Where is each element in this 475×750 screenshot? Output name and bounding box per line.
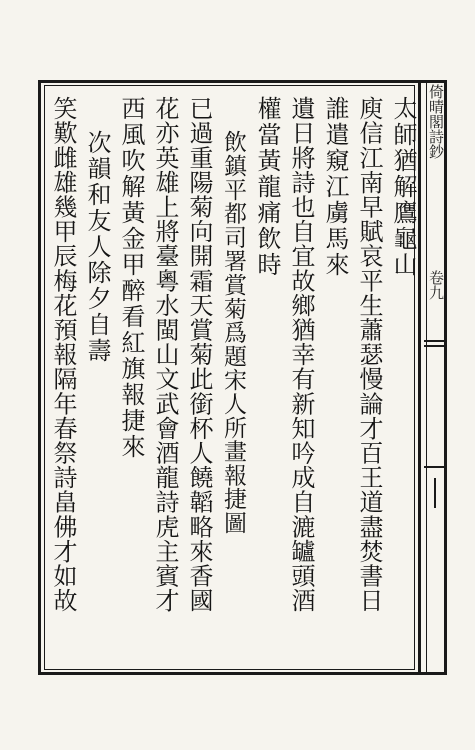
text-column: 笑歎雌雄幾甲辰梅花預報隔年春祭詩畠佛才如故 [49,96,77,613]
volume-label: 卷九 [427,270,445,300]
book-title: 倚晴閣詩鈔 [427,84,445,159]
fishtail-lower-mark [424,466,446,506]
margin-strip-line [426,80,427,675]
text-column: 庾信江南早賦哀平生蕭瑟慢論才百王道盡焚書日 [355,96,383,613]
fishtail-mark [424,340,446,347]
text-column: 西風吹解黃金甲醉看紅旗報捷來 [117,96,145,460]
poem-title: 次韻和友人除夕自壽 [83,130,111,364]
text-column: 誰遣窺江虜馬來 [321,96,349,278]
poem-title: 飲鎮平都司署賞菊爲題宋人所畫報捷圖 [220,130,246,535]
text-column: 太師猶解鷹龜山 [389,96,417,278]
margin-strip [421,80,447,675]
text-column: 已過重陽菊向開霜天賞菊此銜杯人饒韜略來香國 [185,96,213,613]
text-column: 權當黃龍痛飲時 [253,96,281,278]
text-column: 遺日將詩也自宜故鄉猶幸有新知吟成自漉罏頭酒 [287,96,315,613]
text-column: 花亦英雄上將臺粵水閩山文武會酒龍詩虎主賓才 [151,96,179,613]
